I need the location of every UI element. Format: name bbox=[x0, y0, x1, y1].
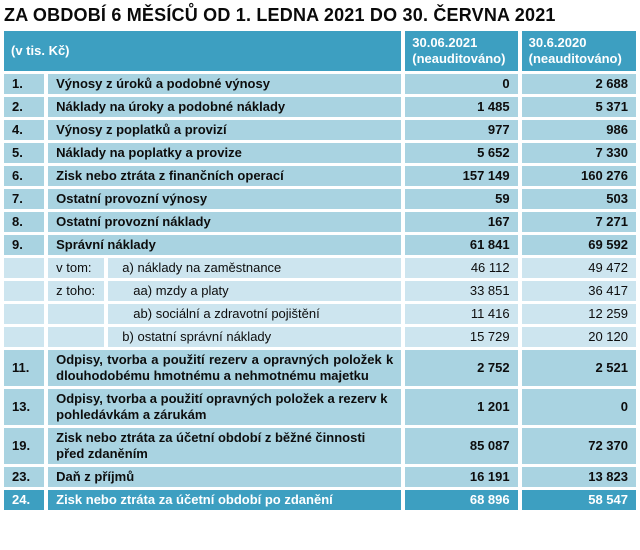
value-2021-cell: 11 416 bbox=[405, 304, 517, 324]
value-2021-cell: 61 841 bbox=[405, 235, 517, 255]
unit-label-cell: (v tis. Kč) bbox=[4, 31, 401, 71]
table-header-row bbox=[4, 31, 636, 71]
row-label-cell: Náklady na úroky a podobné náklady bbox=[48, 97, 401, 117]
row-number-cell: 13. bbox=[4, 389, 44, 425]
row-label-cell: Odpisy, tvorba a použití rezerv a opravných položek k dlouhodobému hmotnému a nehmotnému majetku bbox=[48, 350, 401, 386]
value-2020-cell: 69 592 bbox=[522, 235, 636, 255]
column-header-2020-note: (neauditováno) bbox=[528, 51, 622, 66]
row-number-cell: 9. bbox=[4, 235, 44, 255]
row-number-cell bbox=[4, 258, 44, 278]
page-title: ZA OBDOBÍ 6 MĚSÍCŮ OD 1. LEDNA 2021 DO 30. ČERVNA 2021 bbox=[4, 5, 556, 25]
value-2020-cell: 2 688 bbox=[522, 74, 636, 94]
table-row bbox=[4, 258, 636, 278]
column-header-2021-date: 30.06.2021 bbox=[412, 35, 478, 50]
table-row bbox=[4, 74, 636, 94]
row-number-cell: 5. bbox=[4, 143, 44, 163]
row-label-cell: b) ostatní správní náklady bbox=[108, 327, 401, 347]
value-2021-cell: 46 112 bbox=[405, 258, 517, 278]
value-2021-cell: 5 652 bbox=[405, 143, 517, 163]
row-label-cell: Daň z příjmů bbox=[48, 467, 401, 487]
value-2020-cell: 7 271 bbox=[522, 212, 636, 232]
value-2020-cell: 503 bbox=[522, 189, 636, 209]
row-label-cell: Zisk nebo ztráta za účetní období po zdanění bbox=[48, 490, 401, 510]
column-header-2020-date: 30.6.2020 bbox=[528, 35, 587, 50]
table-row bbox=[4, 350, 636, 386]
value-2021-cell: 977 bbox=[405, 120, 517, 140]
row-number-cell: 7. bbox=[4, 189, 44, 209]
row-label-cell: Výnosy z poplatků a provizí bbox=[48, 120, 401, 140]
value-2020-cell: 0 bbox=[522, 389, 636, 425]
row-label-cell: ab) sociální a zdravotní pojištění bbox=[108, 304, 401, 324]
row-number-cell: 6. bbox=[4, 166, 44, 186]
table-row bbox=[4, 212, 636, 232]
table-row bbox=[4, 281, 636, 301]
sub-prefix-cell bbox=[48, 327, 104, 347]
table-row bbox=[4, 120, 636, 140]
table-row bbox=[4, 304, 636, 324]
sub-prefix-cell bbox=[48, 304, 104, 324]
value-2021-cell: 15 729 bbox=[405, 327, 517, 347]
column-header-2020 bbox=[522, 31, 636, 71]
table-row bbox=[4, 166, 636, 186]
row-label-cell: Ostatní provozní výnosy bbox=[48, 189, 401, 209]
table-row bbox=[4, 189, 636, 209]
value-2021-cell: 167 bbox=[405, 212, 517, 232]
table-row bbox=[4, 467, 636, 487]
table-row bbox=[4, 97, 636, 117]
value-2021-cell: 0 bbox=[405, 74, 517, 94]
row-number-cell: 1. bbox=[4, 74, 44, 94]
row-label-cell: Ostatní provozní náklady bbox=[48, 212, 401, 232]
row-label-cell: Zisk nebo ztráta za účetní období z běžné činnosti před zdaněním bbox=[48, 428, 401, 464]
row-number-cell: 4. bbox=[4, 120, 44, 140]
value-2021-cell: 1 201 bbox=[405, 389, 517, 425]
row-number-cell bbox=[4, 327, 44, 347]
value-2021-cell: 1 485 bbox=[405, 97, 517, 117]
value-2020-cell: 5 371 bbox=[522, 97, 636, 117]
row-label-cell: Odpisy, tvorba a použití opravných položek a rezerv k pohledávkám a zárukám bbox=[48, 389, 401, 425]
table-row bbox=[4, 490, 636, 510]
value-2020-cell: 58 547 bbox=[522, 490, 636, 510]
value-2020-cell: 160 276 bbox=[522, 166, 636, 186]
row-label-cell: Výnosy z úroků a podobné výnosy bbox=[48, 74, 401, 94]
sub-prefix-cell: z toho: bbox=[48, 281, 104, 301]
column-header-2021 bbox=[405, 31, 517, 71]
row-label-cell: a) náklady na zaměstnance bbox=[108, 258, 401, 278]
value-2021-cell: 16 191 bbox=[405, 467, 517, 487]
value-2020-cell: 7 330 bbox=[522, 143, 636, 163]
income-statement-table bbox=[0, 28, 640, 513]
row-number-cell bbox=[4, 281, 44, 301]
value-2021-cell: 2 752 bbox=[405, 350, 517, 386]
table-body bbox=[4, 74, 636, 510]
value-2020-cell: 20 120 bbox=[522, 327, 636, 347]
row-number-cell: 24. bbox=[4, 490, 44, 510]
table-row bbox=[4, 389, 636, 425]
value-2021-cell: 33 851 bbox=[405, 281, 517, 301]
table-row bbox=[4, 327, 636, 347]
row-label-cell: Náklady na poplatky a provize bbox=[48, 143, 401, 163]
value-2021-cell: 85 087 bbox=[405, 428, 517, 464]
value-2021-cell: 59 bbox=[405, 189, 517, 209]
value-2020-cell: 36 417 bbox=[522, 281, 636, 301]
table-row bbox=[4, 235, 636, 255]
value-2021-cell: 68 896 bbox=[405, 490, 517, 510]
row-number-cell: 23. bbox=[4, 467, 44, 487]
table-row bbox=[4, 428, 636, 464]
row-number-cell bbox=[4, 304, 44, 324]
value-2020-cell: 49 472 bbox=[522, 258, 636, 278]
column-header-2021-note: (neauditováno) bbox=[412, 51, 506, 66]
value-2020-cell: 13 823 bbox=[522, 467, 636, 487]
row-label-cell: aa) mzdy a platy bbox=[108, 281, 401, 301]
row-number-cell: 19. bbox=[4, 428, 44, 464]
value-2020-cell: 2 521 bbox=[522, 350, 636, 386]
row-number-cell: 2. bbox=[4, 97, 44, 117]
row-label-cell: Správní náklady bbox=[48, 235, 401, 255]
value-2020-cell: 72 370 bbox=[522, 428, 636, 464]
value-2020-cell: 12 259 bbox=[522, 304, 636, 324]
sub-prefix-cell: v tom: bbox=[48, 258, 104, 278]
row-label-cell: Zisk nebo ztráta z finančních operací bbox=[48, 166, 401, 186]
table-row bbox=[4, 143, 636, 163]
value-2021-cell: 157 149 bbox=[405, 166, 517, 186]
row-number-cell: 11. bbox=[4, 350, 44, 386]
row-number-cell: 8. bbox=[4, 212, 44, 232]
value-2020-cell: 986 bbox=[522, 120, 636, 140]
